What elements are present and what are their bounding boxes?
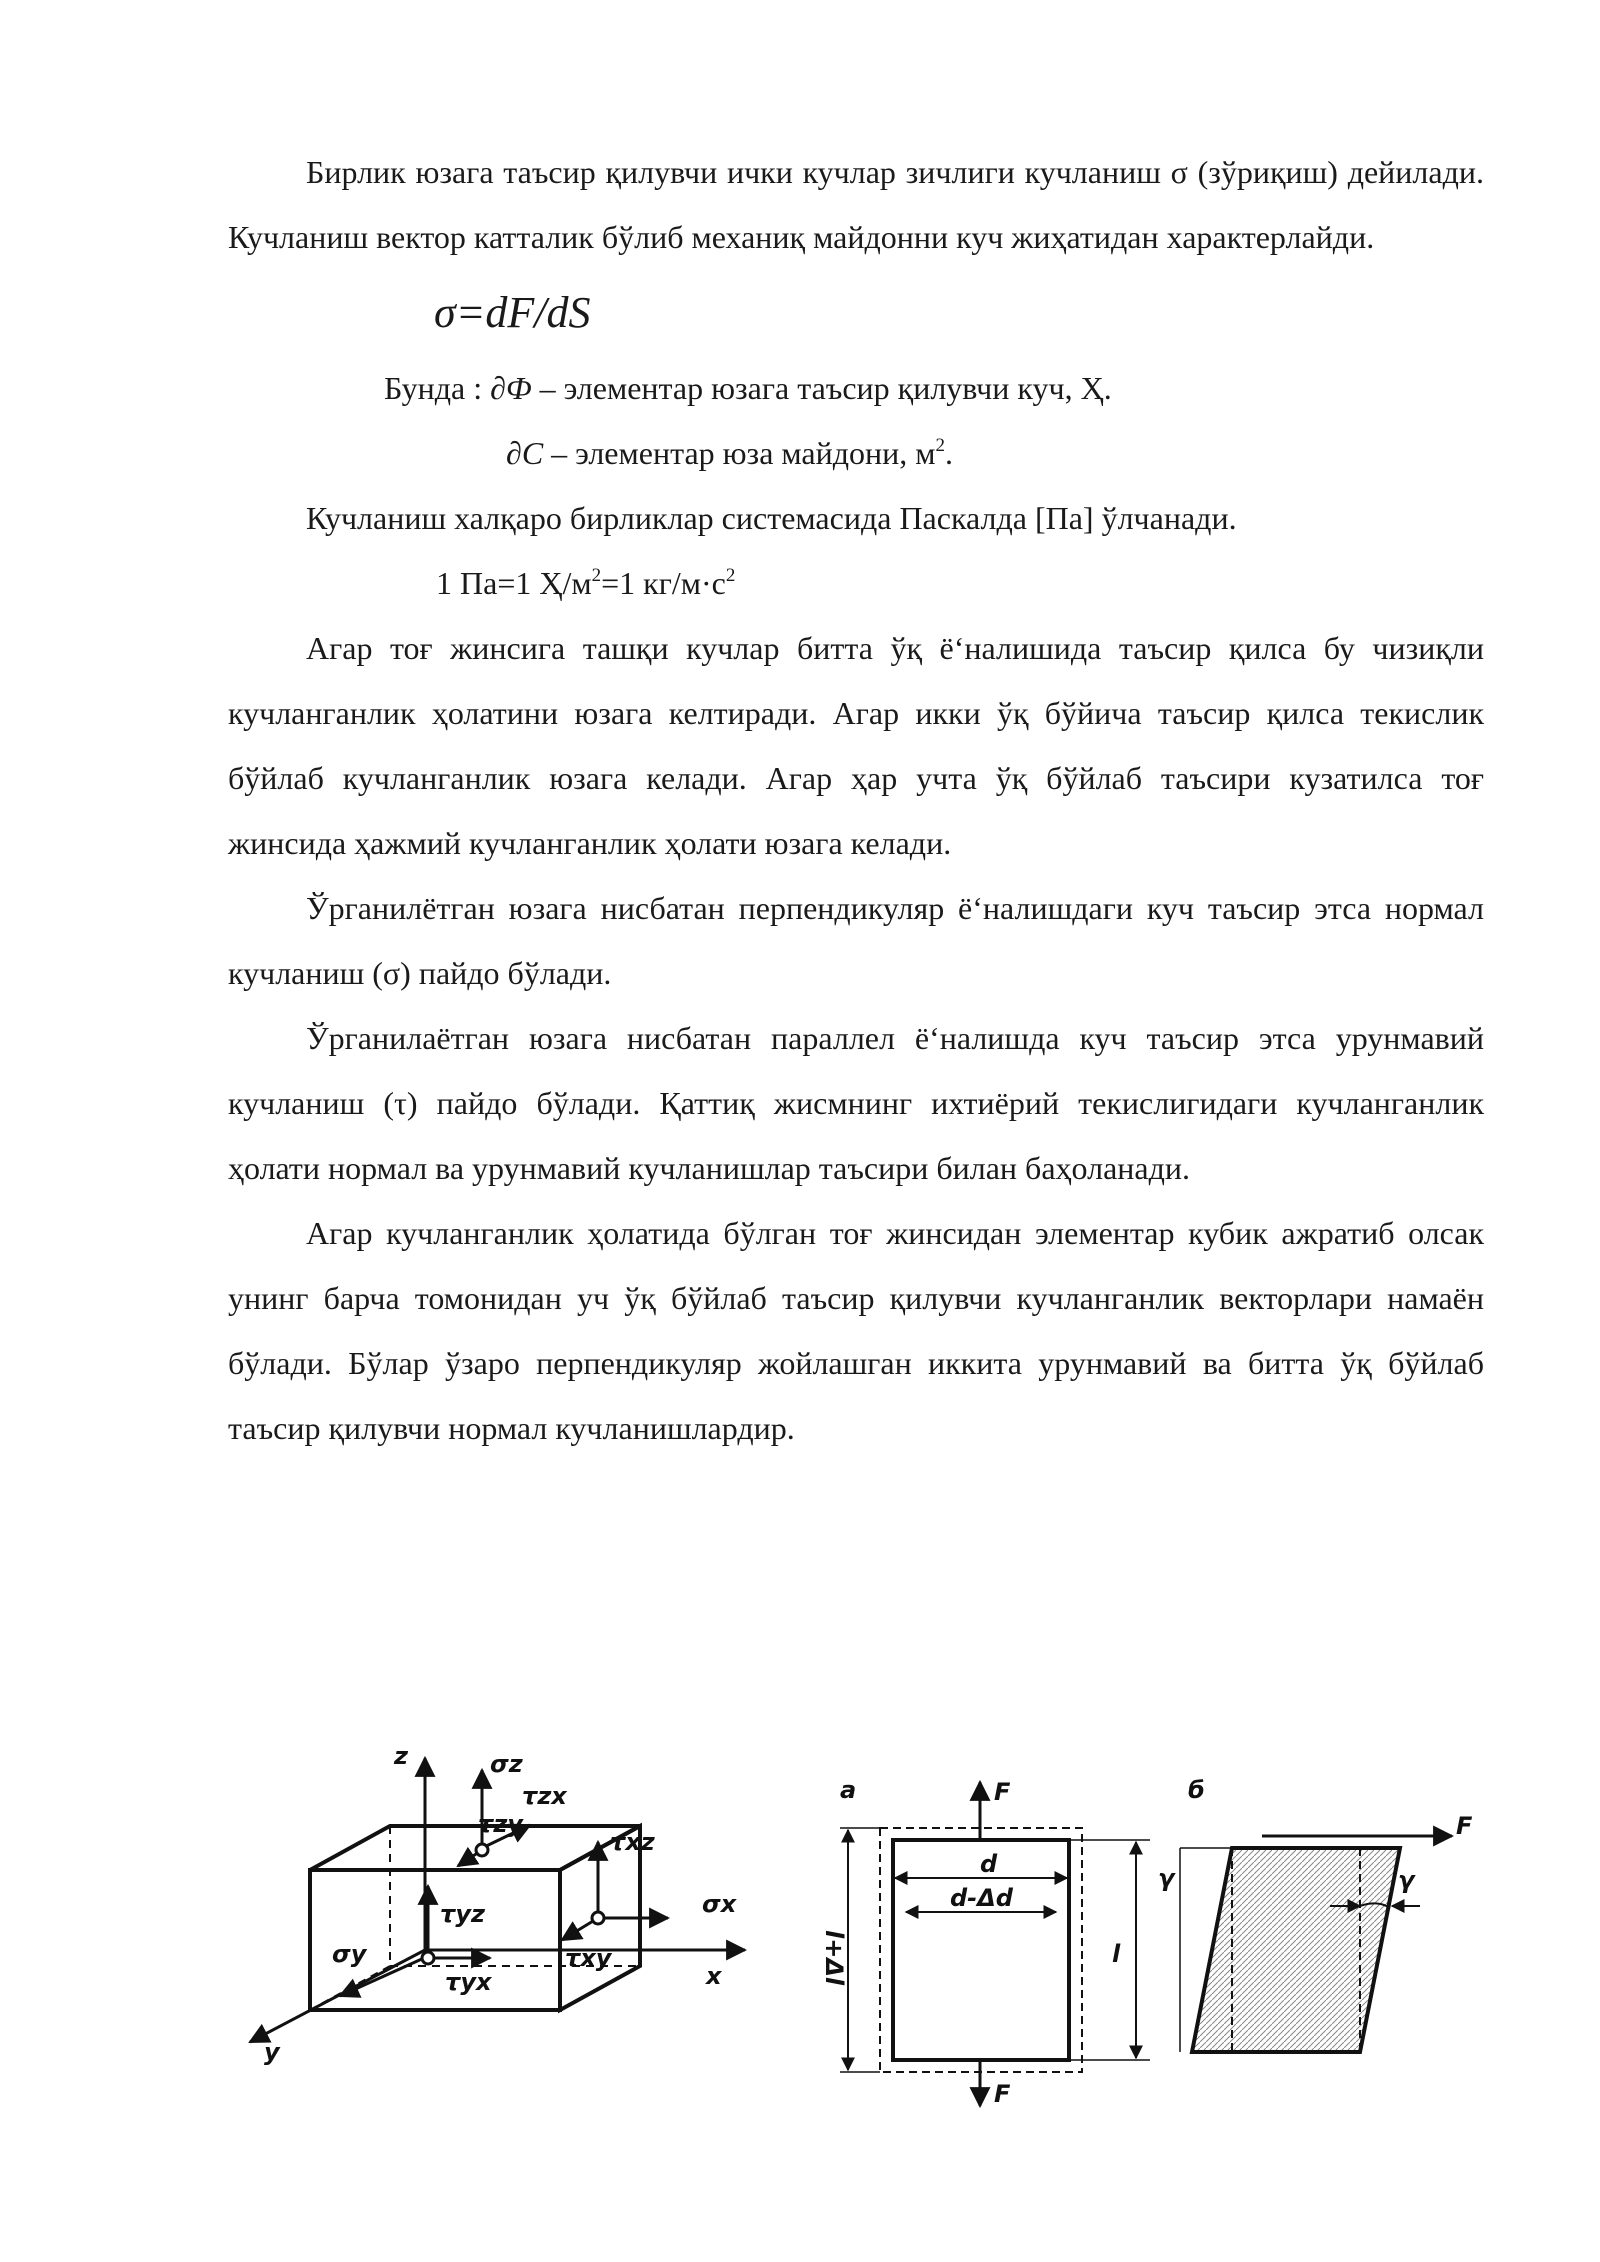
top-face-node bbox=[476, 1844, 488, 1856]
panel-b-label: б bbox=[1188, 1776, 1205, 1804]
extended-height-label: l+Δl bbox=[820, 1930, 848, 1986]
units-exponent-2: 2 bbox=[725, 565, 736, 586]
height-label: l bbox=[1112, 1940, 1121, 1968]
body-text bbox=[228, 140, 1484, 1461]
paragraph-stress-states: Агар тоғ жинсига ташқи кучлар битта ўқ ё‘налишида таъсир қилса бу чизиқли кучланганлик ҳолатини юзага келтиради. Агар икки ўқ бўйича таъсир қилса текислик бўйлаб кучланганлик юзага келади. Агар ҳар учта ўқ бўйлаб таъсири кузатилса тоғ жинсида ҳажмий кучланганлик ҳолати юзага келади. bbox=[228, 630, 1484, 861]
cube-labels bbox=[264, 1742, 738, 2066]
reduced-width-label: d-Δd bbox=[950, 1884, 1013, 1912]
area-symbol: ∂С bbox=[506, 435, 544, 471]
tau-yx-label: τyx bbox=[445, 1968, 492, 1996]
force-symbol: ∂Ф bbox=[490, 370, 532, 406]
sigma-x-label: σx bbox=[702, 1890, 737, 1918]
right-angle-label: γ bbox=[1398, 1866, 1415, 1894]
y-axis-label: y bbox=[264, 2038, 280, 2066]
sigma-z-label: σz bbox=[490, 1750, 523, 1778]
shear-force-label: F bbox=[1456, 1812, 1473, 1840]
z-axis-label: z bbox=[394, 1742, 408, 1770]
x-axis-label: x bbox=[706, 1962, 722, 1990]
units-part-a: 1 Па=1 Ҳ/м bbox=[436, 565, 592, 601]
paragraph-shear-stress: Ўрганилаётган юзага нисбатан параллел ё‘налишда куч таъсир этса урунмавий кучланиш (τ) пайдо бўлади. Қаттиқ жисмнинг ихтиёрий текислигидаги кучланганлик ҳолати нормал ва урунмавий кучланишлар таъсири билан баҳоланади. bbox=[228, 1020, 1484, 1186]
left-angle-label: γ bbox=[1158, 1864, 1175, 1892]
force-top-label: F bbox=[994, 1778, 1011, 1806]
sigma-y-label: σy bbox=[332, 1940, 367, 1968]
force-description: – элементар юзага таъсир қилувчи куч, Ҳ. bbox=[531, 370, 1112, 406]
definition-area bbox=[228, 421, 1484, 486]
panel-a-label: а bbox=[840, 1776, 857, 1804]
area-unit-exponent: 2 bbox=[935, 435, 946, 456]
stress-figure bbox=[0, 1700, 1600, 2120]
area-period: . bbox=[945, 435, 954, 471]
right-face-node bbox=[592, 1912, 604, 1924]
definition-prefix: Бунда : bbox=[384, 370, 491, 406]
paragraph-units: Кучланиш халқаро бирликлар системасида Паскалда [Па] ўлчанади. bbox=[306, 500, 1237, 536]
units-part-b: =1 кг/м·с bbox=[601, 565, 726, 601]
cube-axes bbox=[250, 1758, 745, 2042]
sheared-specimen bbox=[1192, 1848, 1400, 2052]
units-equation bbox=[228, 551, 1484, 616]
front-face-node bbox=[422, 1952, 434, 1964]
stress-formula: σ=dF/dS bbox=[434, 288, 591, 337]
force-bottom-label: F bbox=[994, 2080, 1011, 2108]
panel-a-tension bbox=[820, 1776, 1150, 2108]
tau-xy-label: τxy bbox=[565, 1944, 612, 1972]
stress-diagram-svg bbox=[0, 1700, 1600, 2120]
definition-force bbox=[228, 356, 1484, 421]
area-description: – элементар юза майдони, м bbox=[543, 435, 936, 471]
tau-zx-label: τzx bbox=[522, 1782, 567, 1810]
panel-b-shear bbox=[1158, 1776, 1473, 2052]
paragraph-elementary-cube: Агар кучланганлик ҳолатида бўлган тоғ жинсидан элементар кубик ажратиб олсак унинг барча томонидан уч ўқ бўйлаб таъсир қилувчи кучланганлик векторлари намаён бўлади. Бўлар ўзаро перпендикуляр жойлашган иккита урунмавий ва битта ўқ бўйлаб таъсир қилувчи нормал кучланишлардир. bbox=[228, 1215, 1484, 1446]
width-label: d bbox=[980, 1850, 998, 1878]
paragraph-normal-stress: Ўрганилётган юзага нисбатан перпендикуляр ё‘налишдаги куч таъсир этса нормал кучланиш (σ) пайдо бўлади. bbox=[228, 890, 1484, 991]
units-exponent-1: 2 bbox=[591, 565, 602, 586]
tau-xz-label: τxz bbox=[610, 1828, 655, 1856]
tau-yz-label: τyz bbox=[440, 1900, 485, 1928]
tau-zy-label: τzy bbox=[478, 1810, 523, 1838]
paragraph-stress-definition: Бирлик юзага таъсир қилувчи ички кучлар зичлиги кучланиш σ (зўриқиш) дейилади. Кучланиш вектор катталик бўлиб механиқ майдонни куч жиҳатидан характерлайди. bbox=[228, 154, 1484, 255]
